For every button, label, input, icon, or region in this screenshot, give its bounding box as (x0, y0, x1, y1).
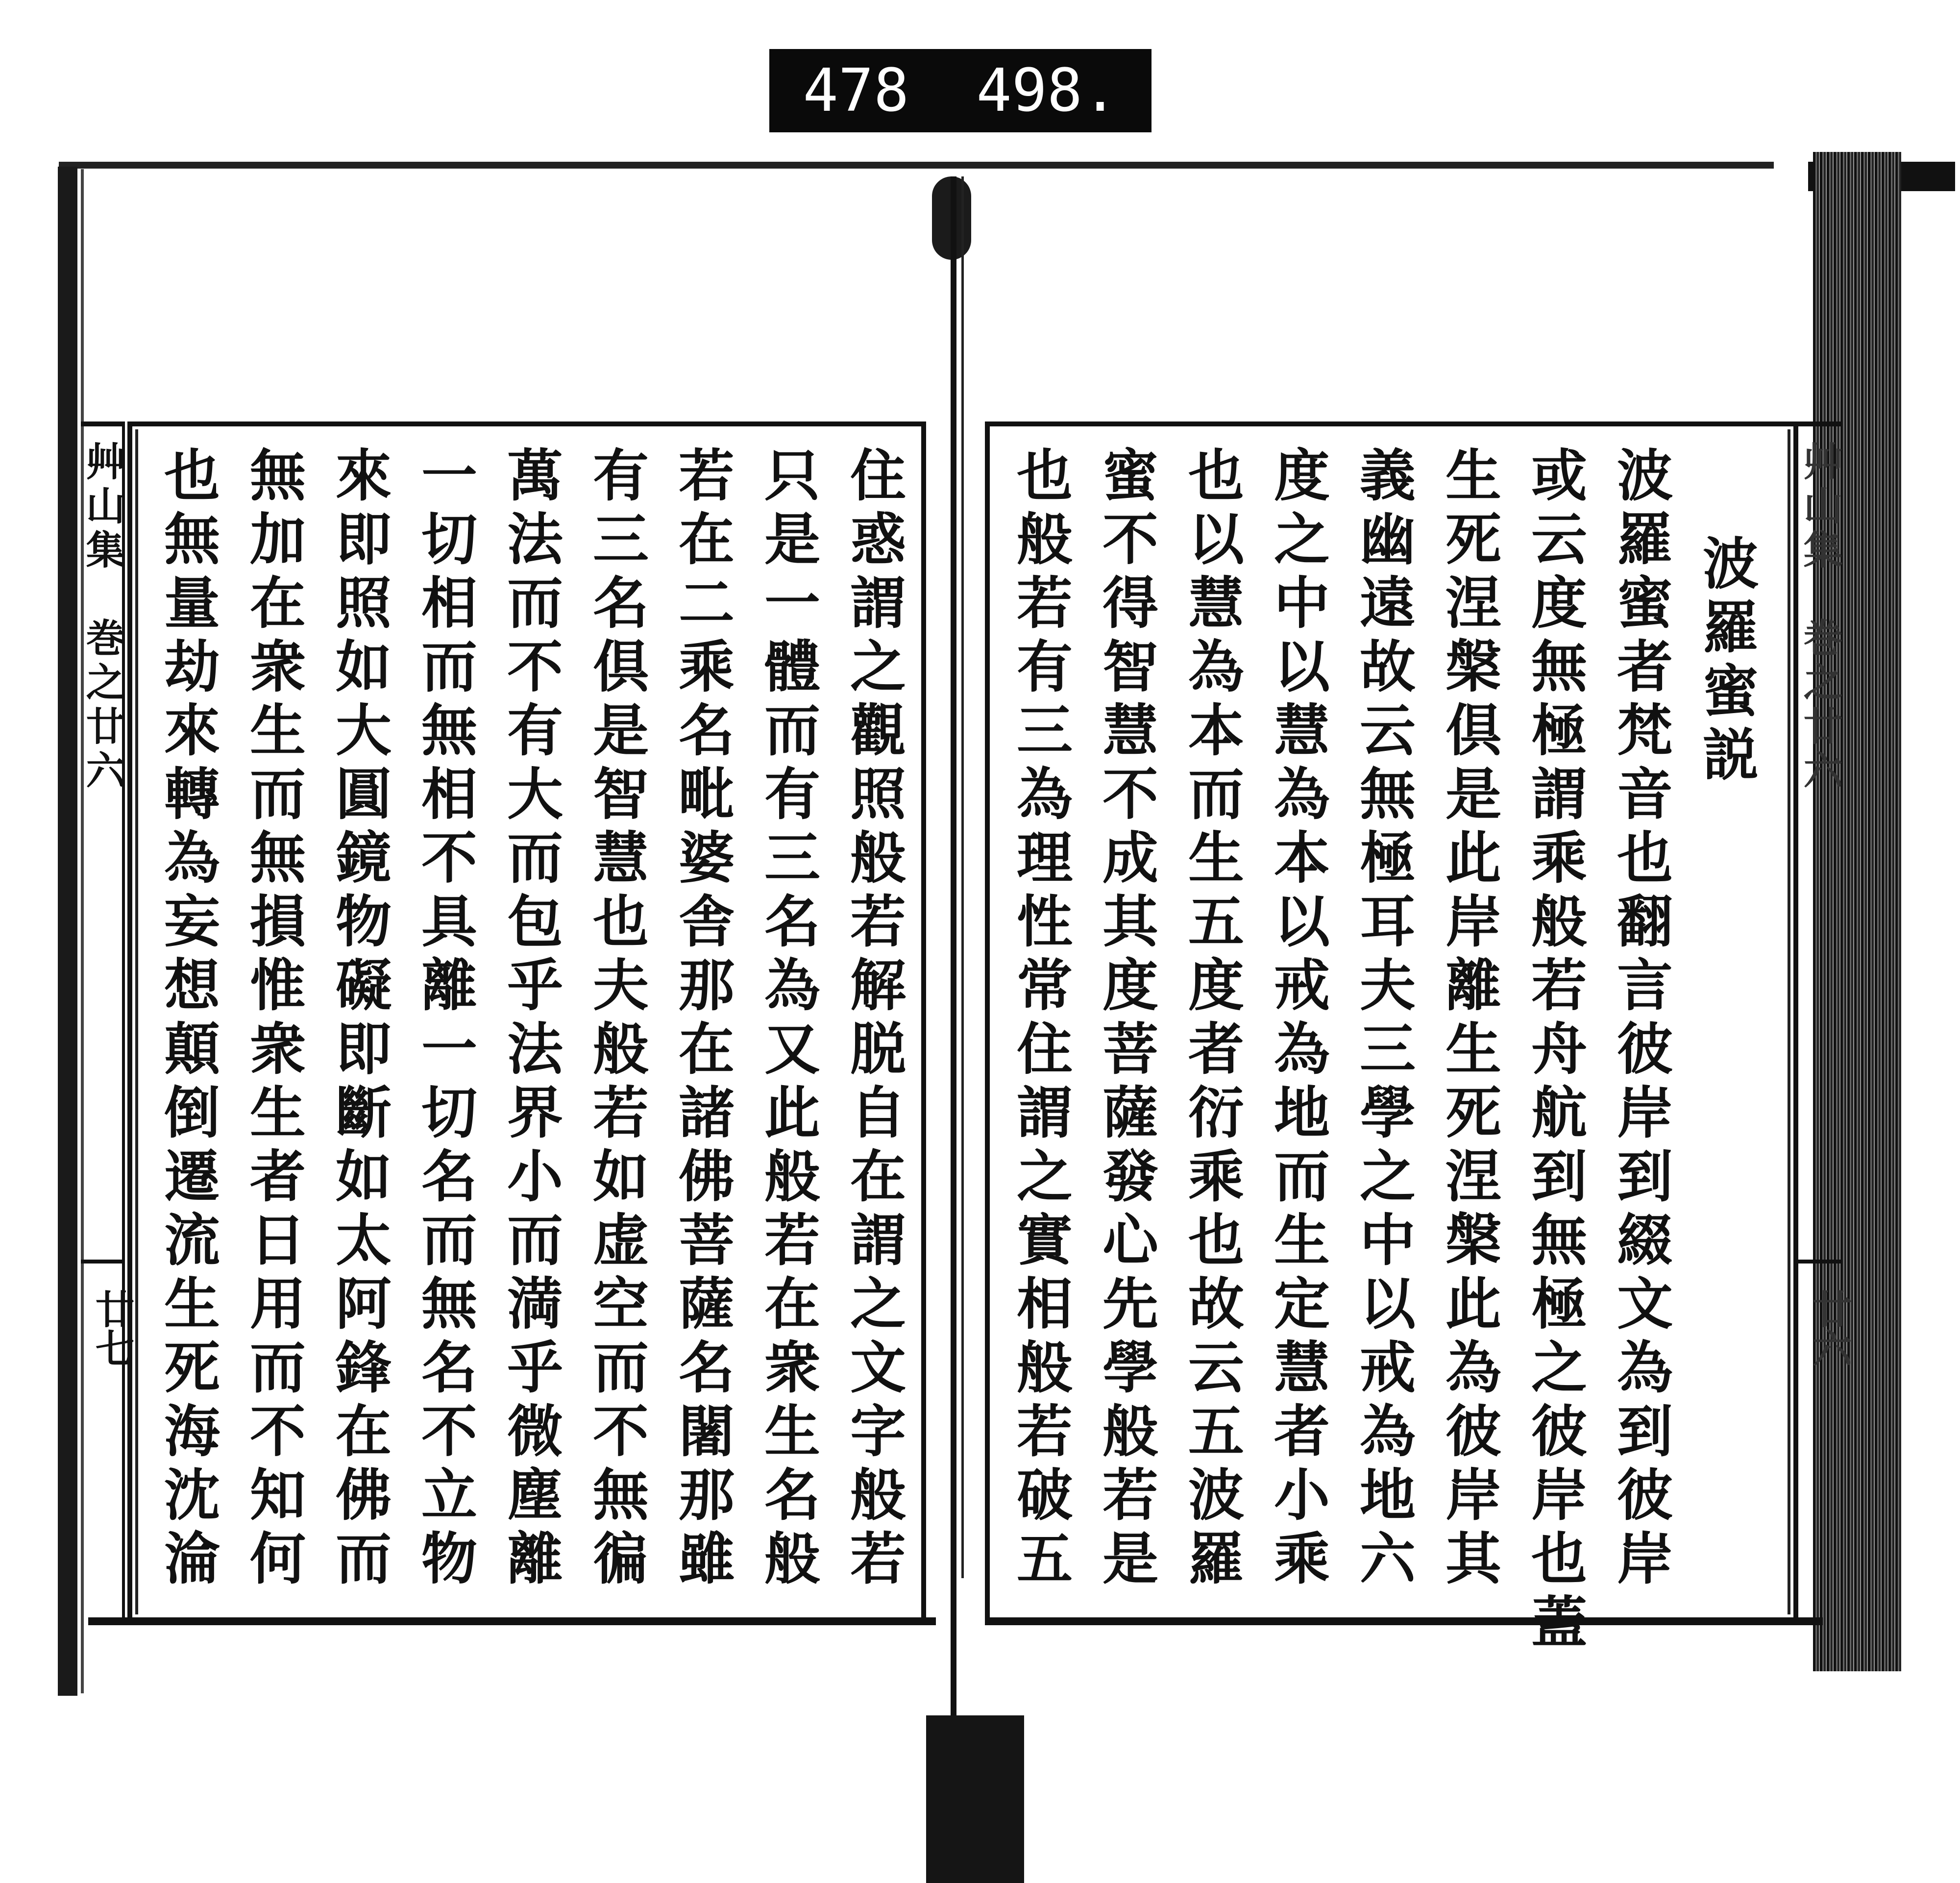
essay-heading: 波羅蜜説 (1693, 534, 1759, 789)
right-margin-title (1797, 441, 1843, 794)
left-page-margin-strip (79, 421, 135, 1622)
left-page-column-3: 若在二乘名毗婆舎那在諸佛菩薩名闍那雖 (669, 446, 735, 1593)
right-page-column-6: 也以慧為本而生五度者衍乘也故云五波羅 (1179, 446, 1245, 1593)
right-page-column-3: 生死涅槃倶是此岸離生死涅槃此為彼岸其 (1436, 446, 1502, 1593)
left-margin-page-number: 廿七 (89, 1289, 135, 1367)
right-page-column-7: 蜜不得智慧不成其度菩薩發心先學般若是 (1093, 446, 1159, 1593)
left-margin-volume: 巻之廿六 (79, 618, 125, 794)
right-page-column-5: 度之中以慧為本以戒為地而生定慧者小乘 (1265, 446, 1330, 1593)
book-gutter (951, 176, 956, 1883)
book-gutter-line (961, 176, 964, 1578)
book-top-edge (59, 162, 1774, 169)
left-page-column-7: 來即照如大圓鏡物礙即斷如太阿鋒在佛而 (326, 446, 392, 1593)
left-margin-title (79, 441, 125, 794)
left-page-column-6: 一切相而無相不具離一切名而無名不立物 (412, 446, 478, 1593)
frame-number-right: 498. (976, 56, 1118, 125)
left-margin-divider (81, 1260, 125, 1264)
book-left-cover-edge (58, 167, 77, 1696)
right-page-column-4: 義幽遠故云無極耳夫三學之中以戒為地六 (1350, 446, 1416, 1593)
left-page-text-panel (127, 421, 926, 1622)
left-page-column-2: 只是一體而有三名為又此般若在衆生名般 (755, 446, 821, 1593)
right-margin-volume: 巻之廿六 (1797, 618, 1843, 794)
right-margin-divider (1798, 1260, 1842, 1264)
left-margin-book-title: 艸山集 (79, 441, 125, 573)
right-page-margin-strip (1797, 421, 1852, 1622)
left-page-column-5: 萬法而不有大而包乎法界小而満乎微塵離 (498, 446, 564, 1593)
right-margin-page-number: 廿六 (1806, 1289, 1852, 1367)
right-page-text-panel (985, 421, 1798, 1657)
right-margin-book-title: 艸山集 (1797, 441, 1843, 573)
left-page-column-4: 有三名倶是智慧也夫般若如虚空而不無徧 (584, 446, 649, 1593)
right-page-column-8: 也般若有三為理性常住謂之實相般若破五 (1007, 446, 1073, 1593)
right-page-column-1: 波羅蜜者梵音也翻言彼岸到綴文為到彼岸 (1608, 446, 1673, 1593)
spine-base (926, 1715, 1024, 1883)
left-page-column-8: 無加在衆生而無損惟衆生者日用而不知何 (241, 446, 306, 1593)
left-page-column-1: 住惑謂之觀照般若解脱自在謂之文字般若 (841, 446, 906, 1593)
frame-number-label (769, 49, 1152, 132)
right-page-column-2: 或云度無極謂乘般若舟航到無極之彼岸也蓋 (1522, 446, 1588, 1657)
left-page-column-9: 也無量劫來轉為妄想顛倒遷流生死海沈淪 (155, 446, 220, 1593)
frame-number-left: 478 (803, 56, 909, 125)
